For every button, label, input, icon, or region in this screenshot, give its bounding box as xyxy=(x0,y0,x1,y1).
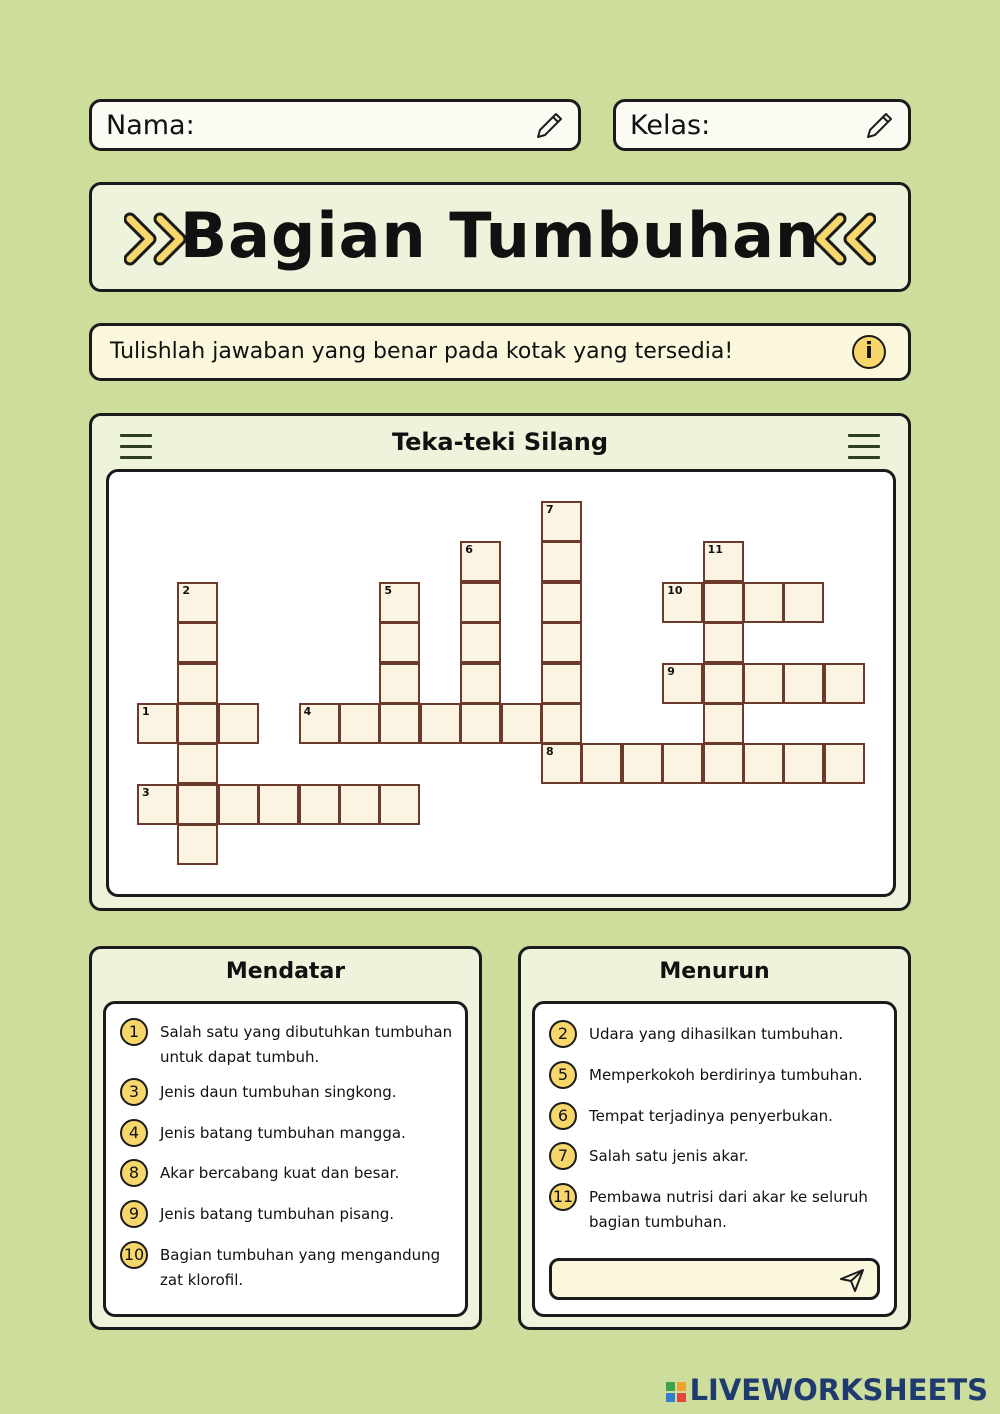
clue-text: Akar bercabang kuat dan besar. xyxy=(160,1164,400,1182)
clue-text: Jenis batang tumbuhan pisang. xyxy=(160,1205,394,1223)
logo-icon xyxy=(666,1375,686,1395)
crossword-cell[interactable] xyxy=(379,663,420,704)
down-clues-panel xyxy=(518,946,911,1330)
instruction-text: Tulishlah jawaban yang benar pada kotak yang tersedia! xyxy=(110,339,734,364)
crossword-cell[interactable] xyxy=(299,784,340,825)
clue-number-badge: 5 xyxy=(549,1061,577,1089)
crossword-cell[interactable] xyxy=(783,582,824,623)
crossword-cell[interactable] xyxy=(379,622,420,663)
clue-number-badge: 6 xyxy=(549,1102,577,1130)
crossword-cell[interactable] xyxy=(460,541,501,582)
crossword-cell[interactable] xyxy=(703,743,744,784)
crossword-cell[interactable] xyxy=(460,663,501,704)
crossword-cell[interactable] xyxy=(177,582,218,623)
crossword-cell[interactable] xyxy=(460,622,501,663)
crossword-cell[interactable] xyxy=(460,703,501,744)
crossword-cell[interactable] xyxy=(541,703,582,744)
crossword-cell[interactable] xyxy=(299,703,340,744)
cell-number: 7 xyxy=(546,503,554,516)
down-clue-list xyxy=(532,1001,897,1317)
crossword-cell[interactable] xyxy=(177,703,218,744)
crossword-cell[interactable] xyxy=(137,703,178,744)
across-clue-list xyxy=(103,1001,468,1317)
crossword-cell[interactable] xyxy=(824,663,865,704)
crossword-cell[interactable] xyxy=(541,582,582,623)
crossword-cell[interactable] xyxy=(783,663,824,704)
crossword-cell[interactable] xyxy=(177,622,218,663)
clue-number-badge: 8 xyxy=(120,1159,148,1187)
crossword-cell[interactable] xyxy=(622,743,663,784)
crossword-cell[interactable] xyxy=(703,663,744,704)
name-field[interactable] xyxy=(89,99,581,151)
crossword-cell[interactable] xyxy=(541,501,582,542)
crossword-cell[interactable] xyxy=(339,784,380,825)
clue-text: Salah satu jenis akar. xyxy=(589,1147,749,1165)
crossword-cell[interactable] xyxy=(662,582,703,623)
across-clues-panel xyxy=(89,946,482,1330)
crossword-cell[interactable] xyxy=(703,703,744,744)
crossword-cell[interactable] xyxy=(581,743,622,784)
instruction-bar xyxy=(89,323,911,381)
crossword-cell[interactable] xyxy=(339,703,380,744)
crossword-cell[interactable] xyxy=(662,743,703,784)
crossword-grid xyxy=(106,469,896,897)
crossword-cell[interactable] xyxy=(703,582,744,623)
brand-logo xyxy=(666,1373,988,1407)
crossword-cell[interactable] xyxy=(824,743,865,784)
clue-number-badge: 2 xyxy=(549,1020,577,1048)
cell-number: 8 xyxy=(546,745,554,759)
clue-text: Pembawa nutrisi dari akar ke seluruh bagian tumbuhan. xyxy=(589,1188,868,1231)
crossword-title: Teka-teki Silang xyxy=(391,428,609,456)
cell-number: 11 xyxy=(707,543,723,557)
crossword-cell[interactable] xyxy=(218,703,259,744)
crossword-cell[interactable] xyxy=(541,663,582,704)
cell-number: 5 xyxy=(384,583,393,597)
send-icon[interactable] xyxy=(839,1267,865,1293)
crossword-cell[interactable] xyxy=(703,541,744,582)
crossword-cell[interactable] xyxy=(541,541,582,582)
crossword-cell[interactable] xyxy=(743,663,784,704)
clue-text: Udara yang dihasilkan tumbuhan. xyxy=(589,1025,844,1043)
clue-number-badge: 3 xyxy=(120,1078,148,1106)
crossword-cell[interactable] xyxy=(743,582,784,623)
crossword-cell[interactable] xyxy=(177,824,218,865)
clue-number-badge: 10 xyxy=(120,1241,148,1269)
cell-number: 10 xyxy=(667,583,683,597)
pencil-icon xyxy=(860,109,896,145)
crossword-cell[interactable] xyxy=(177,743,218,784)
crossword-cell[interactable] xyxy=(379,703,420,744)
clue-number-badge: 9 xyxy=(120,1200,148,1228)
crossword-cell[interactable] xyxy=(177,784,218,825)
pencil-icon xyxy=(530,109,566,145)
menu-icon[interactable] xyxy=(848,434,880,467)
clue-number-badge: 7 xyxy=(549,1142,577,1170)
clue-text: Jenis daun tumbuhan singkong. xyxy=(160,1083,397,1101)
page-title: Bagian Tumbuhan xyxy=(179,199,821,272)
class-label: Kelas: xyxy=(630,110,711,141)
crossword-cell[interactable] xyxy=(460,582,501,623)
clue-number-badge: 4 xyxy=(120,1119,148,1147)
answer-submit-bar[interactable] xyxy=(549,1258,880,1300)
clue-text: Tempat terjadinya penyerbukan. xyxy=(589,1107,833,1125)
clue-number-badge: 11 xyxy=(549,1183,577,1211)
chevron-left-icon xyxy=(806,211,876,267)
crossword-cell[interactable] xyxy=(379,784,420,825)
clue-text: Memperkokoh berdirinya tumbuhan. xyxy=(589,1066,863,1084)
clue-number-badge: 1 xyxy=(120,1018,148,1046)
crossword-cell[interactable] xyxy=(137,784,178,825)
crossword-cell[interactable] xyxy=(218,784,259,825)
clue-text: Salah satu yang dibutuhkan tumbuhan untuk dapat tumbuh. xyxy=(160,1023,453,1066)
crossword-panel xyxy=(89,413,911,911)
class-field[interactable] xyxy=(613,99,911,151)
clue-text: Jenis batang tumbuhan mangga. xyxy=(160,1124,406,1142)
crossword-cell[interactable] xyxy=(420,703,461,744)
crossword-cell[interactable] xyxy=(258,784,299,825)
crossword-cell[interactable] xyxy=(743,743,784,784)
crossword-cell[interactable] xyxy=(379,582,420,623)
cell-number: 3 xyxy=(142,785,150,799)
crossword-cell[interactable] xyxy=(541,743,582,784)
cell-number: 6 xyxy=(465,543,473,557)
down-heading: Menurun xyxy=(659,959,770,984)
name-label: Nama: xyxy=(106,110,195,141)
info-icon[interactable]: i xyxy=(852,335,886,369)
cell-number: 1 xyxy=(142,705,150,718)
brand-name: LIVEWORKSHEETS xyxy=(689,1373,988,1407)
crossword-cell[interactable] xyxy=(662,663,703,704)
across-heading: Mendatar xyxy=(225,959,346,984)
crossword-cell[interactable] xyxy=(177,663,218,704)
crossword-cell[interactable] xyxy=(783,743,824,784)
cell-number: 4 xyxy=(303,705,312,718)
crossword-cell[interactable] xyxy=(501,703,542,744)
crossword-cell[interactable] xyxy=(703,622,744,663)
title-banner xyxy=(89,182,911,292)
crossword-cell[interactable] xyxy=(541,622,582,663)
cell-number: 2 xyxy=(182,583,191,597)
cell-number: 9 xyxy=(667,664,675,678)
clue-text: Bagian tumbuhan yang mengandung zat klorofil. xyxy=(160,1246,441,1289)
